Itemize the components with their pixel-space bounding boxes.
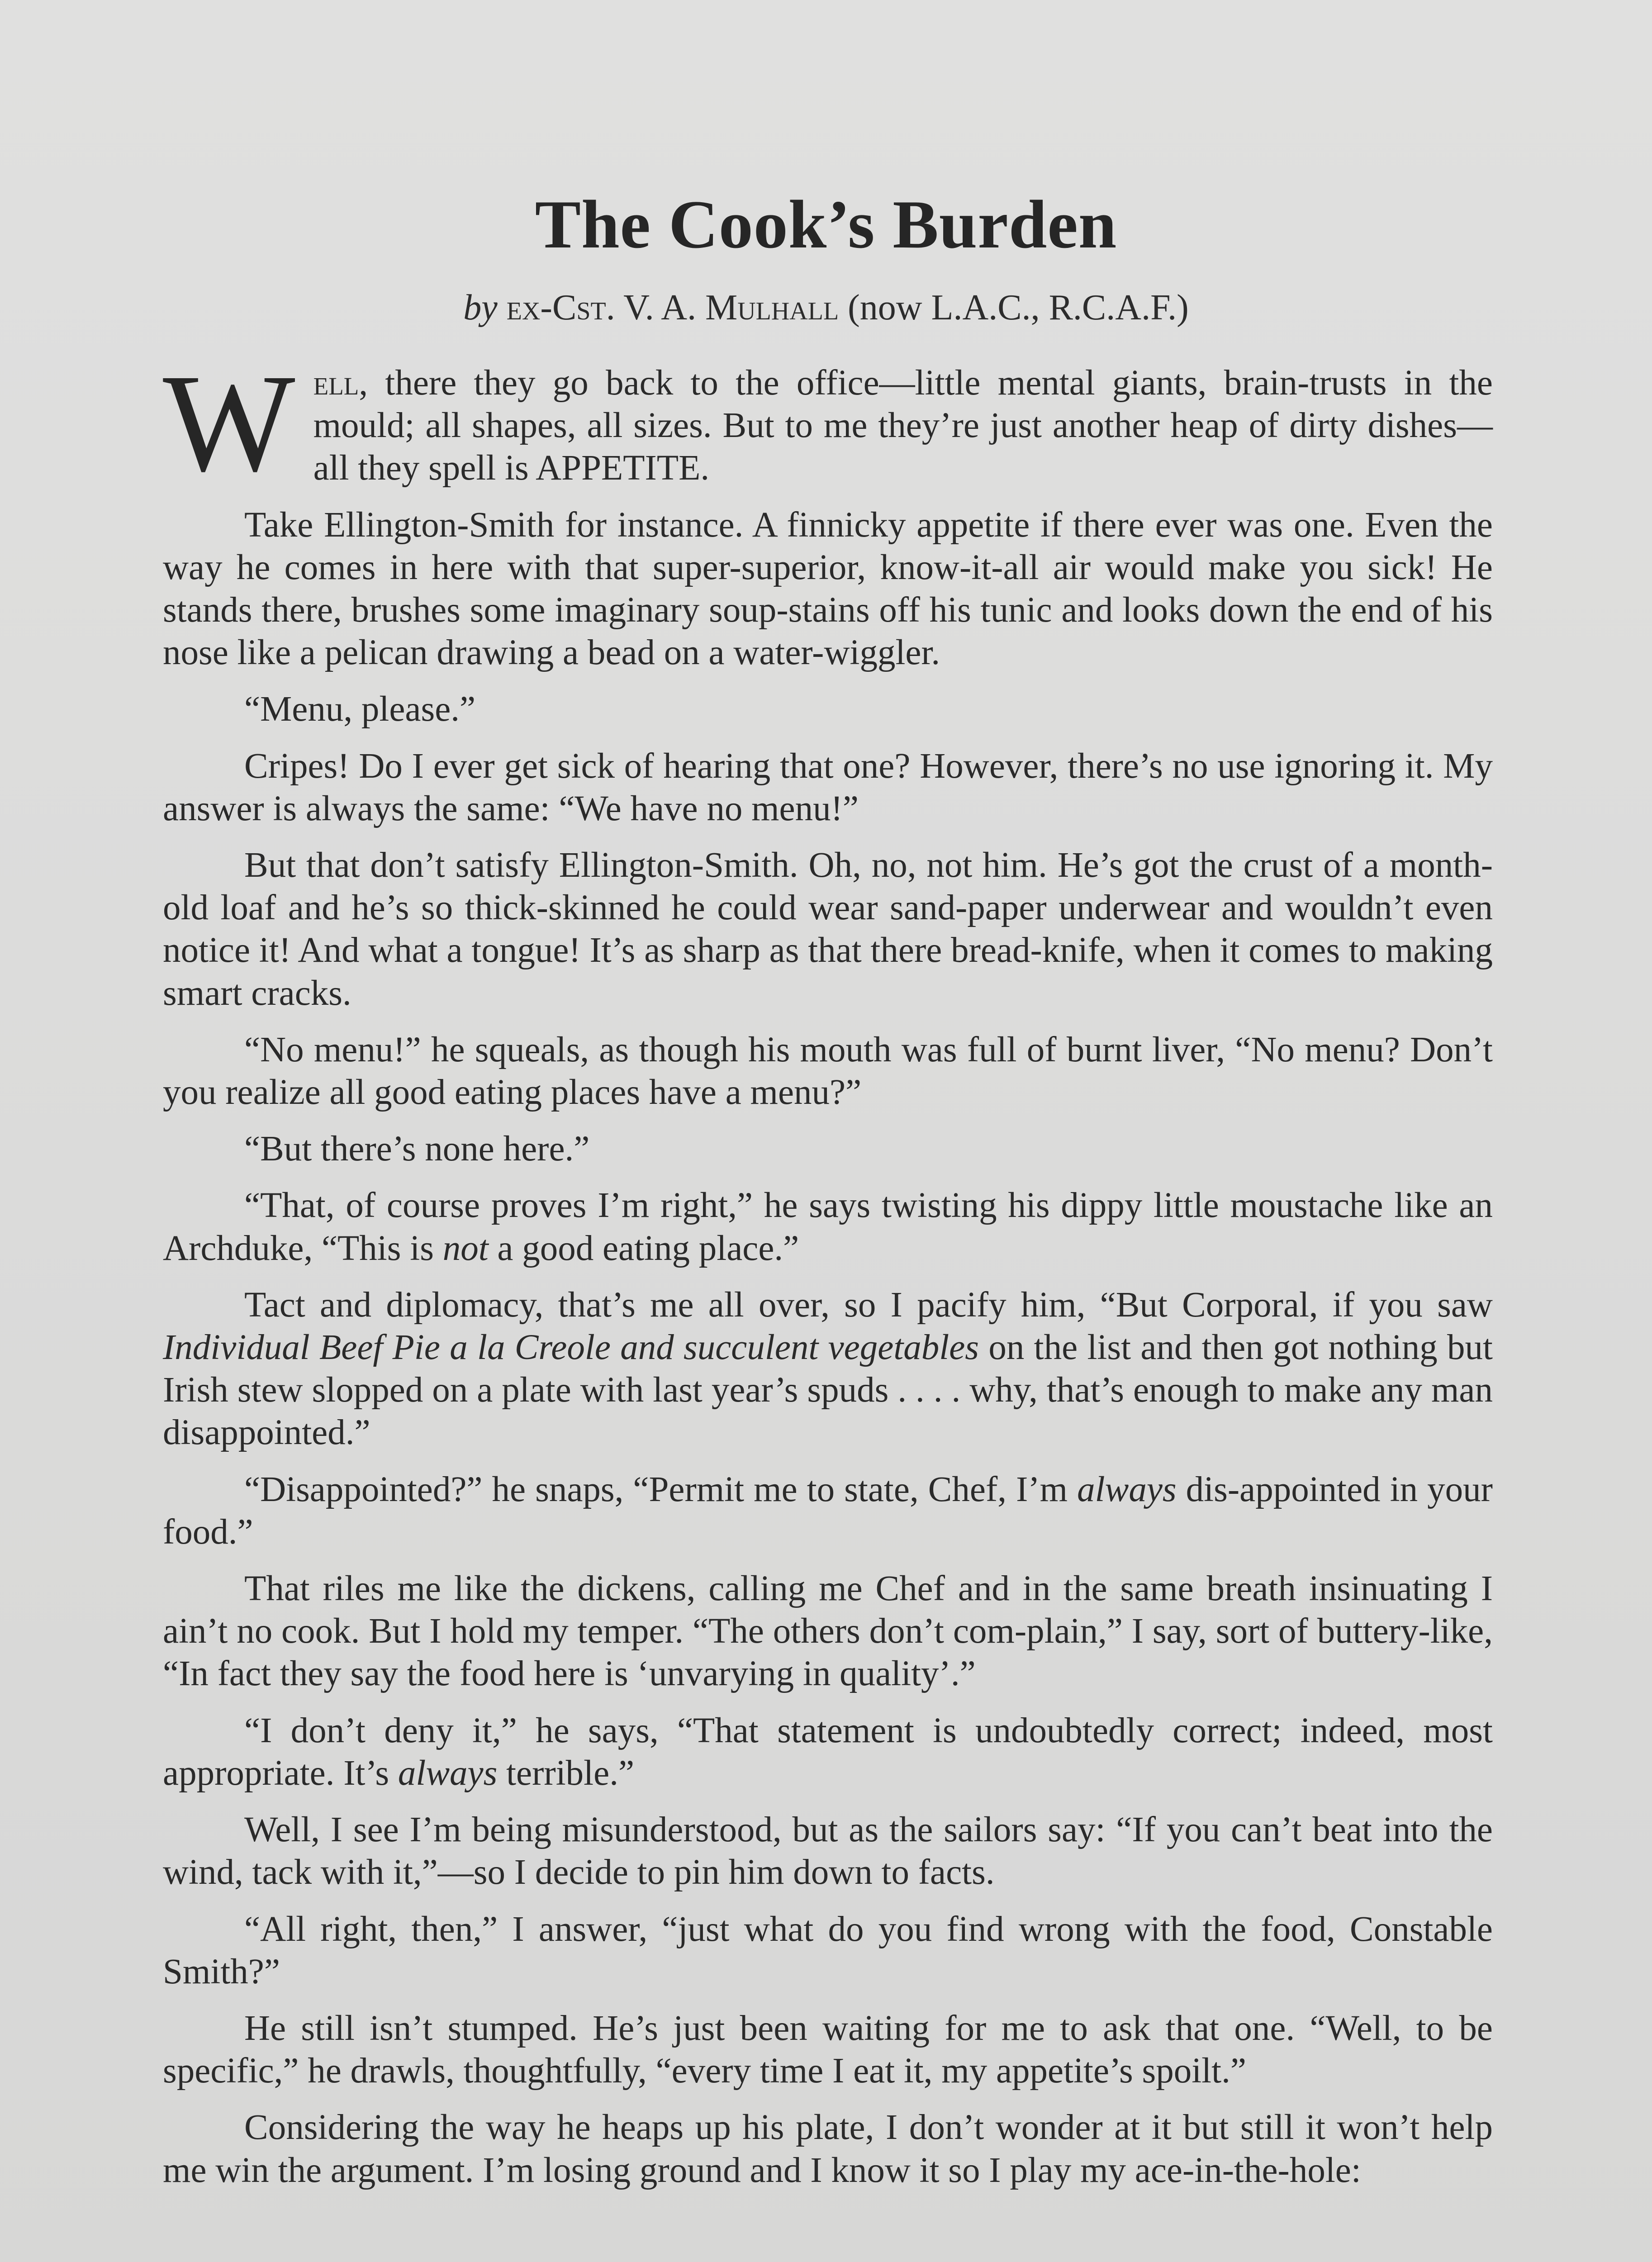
paragraph-10-text-b: dis-appointed in your food.” xyxy=(163,1469,1493,1552)
byline-by: by xyxy=(463,288,498,328)
paragraph-1-text: there they go back to the office—little mental giants, brain-trusts in the mould; all shapes, all sizes. But to me they’re just another heap of dirty dishes—all they spell is APPETITE. xyxy=(313,363,1493,488)
byline-note: (now L.A.C., R.C.A.F.) xyxy=(848,288,1189,328)
paragraph-9 xyxy=(163,1284,1493,1454)
paragraph-1 xyxy=(163,346,1493,501)
paragraph-4: Cripes! Do I ever get sick of hearing that one? However, there’s no use ignoring it. My answer is always the same: “We have no menu!” xyxy=(163,746,1493,828)
paragraph-8-text-a: “That, of course proves I’m right,” he says twisting his dippy little moustache like an Archduke, “This is xyxy=(163,1186,1493,1268)
paragraph-16: Considering the way he heaps up his plate, I don’t wonder at it but still it won’t help me win the argument. I’m losing ground and I know it so I play my ace-in-the-hole: xyxy=(163,2108,1493,2190)
paragraph-11: That riles me like the dickens, calling me Chef and in the same breath insinuating I ain’t no cook. But I hold my temper. “The others don’t com-plain,” I say, sort of buttery-like, “In fact they say the food here is ‘unvarying in quality’.” xyxy=(163,1569,1493,1694)
paragraph-12-text-a: “I don’t deny it,” he says, “That statement is undoubtedly correct; indeed, most appropriate. It’s xyxy=(163,1711,1493,1793)
paragraph-8-emphasis: not xyxy=(442,1228,489,1268)
paragraph-9-emphasis: Individual Beef Pie a la Creole and succulent vegetables xyxy=(163,1328,979,1368)
paragraph-15: He still isn’t stumped. He’s just been waiting for me to ask that one. “Well, to be specific,” he drawls, thoughtfully, “every time I eat it, my appetite’s spoilt.” xyxy=(163,2008,1493,2091)
byline xyxy=(0,290,1652,326)
paragraph-12 xyxy=(163,1710,1493,1795)
drop-cap: W xyxy=(163,346,295,501)
paragraph-7: “But there’s none here.” xyxy=(244,1129,590,1169)
paragraph-10-emphasis: always xyxy=(1077,1469,1177,1509)
paragraph-9-text-b: on the list and then got nothing but Irish stew slopped on a plate with last year’s spuds . . . . why, that’s enough to make any man disappointed.” xyxy=(163,1328,1493,1453)
paragraph-3: “Menu, please.” xyxy=(244,689,476,729)
paragraph-6: “No menu!” he squeals, as though his mouth was full of burnt liver, “No menu? Don’t you realize all good eating places have a menu?” xyxy=(163,1030,1493,1112)
byline-author: ex-Cst. V. A. Mulhall xyxy=(506,288,839,328)
paragraph-12-emphasis: always xyxy=(398,1753,498,1793)
paragraph-9-text-a: Tact and diplomacy, that’s me all over, so I pacify him, “But Corporal, if you saw xyxy=(244,1285,1493,1325)
paragraph-1-lead: ell, xyxy=(313,363,368,403)
paragraph-8-text-b: a good eating place.” xyxy=(488,1228,799,1268)
paragraph-2: Take Ellington-Smith for instance. A finnicky appetite if there ever was one. Even the way he comes in here with that super-superior, know-it-all air would make you sick! He stands there, brushes some imaginary soup-stains off his tunic and looks down the end of his nose like a pelican drawing a bead on a water-wiggler. xyxy=(163,505,1493,673)
paragraph-12-text-b: terrible.” xyxy=(497,1753,635,1793)
paragraph-14: “All right, then,” I answer, “just what do you find wrong with the food, Constable Smith?” xyxy=(163,1909,1493,1991)
article-title: The Cook’s Burden xyxy=(535,186,1117,262)
article-body xyxy=(163,346,1493,2206)
paragraph-5: But that don’t satisfy Ellington-Smith. Oh, no, not him. He’s got the crust of a month-old loaf and he’s so thick-skinned he could wear sand-paper underwear and wouldn’t even notice it! And what a tongue! It’s as sharp as that there bread-knife, when it comes to making smart cracks. xyxy=(163,846,1493,1013)
paragraph-10-text-a: “Disappointed?” he snaps, “Permit me to state, Chef, I’m xyxy=(244,1469,1078,1509)
paragraph-13: Well, I see I’m being misunderstood, but as the sailors say: “If you can’t beat into the wind, tack with it,”—so I decide to pin him down to facts. xyxy=(163,1810,1493,1892)
paragraph-10 xyxy=(163,1468,1493,1554)
paragraph-8 xyxy=(163,1184,1493,1269)
